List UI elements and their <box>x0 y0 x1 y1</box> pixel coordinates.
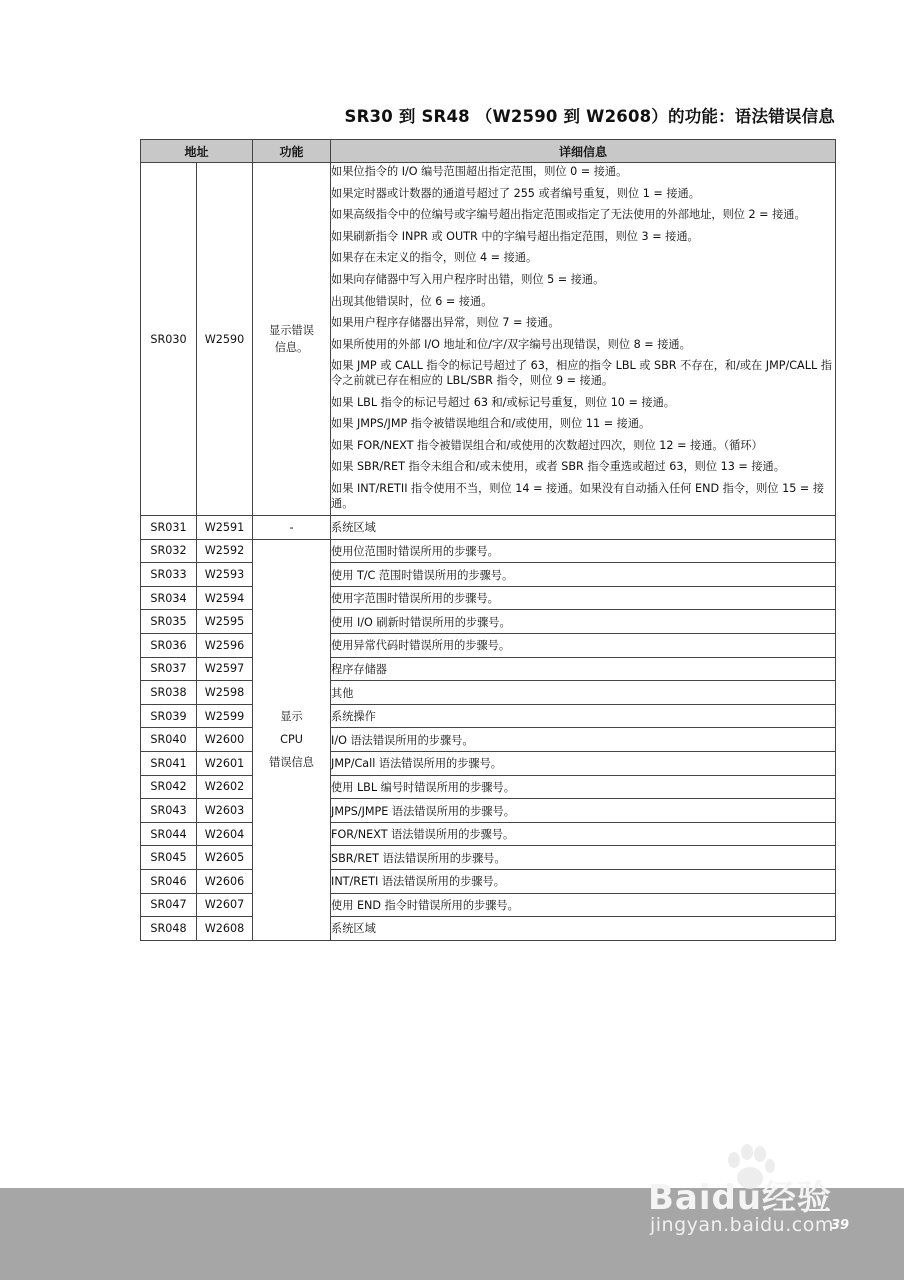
detail-bit-2: 如果高级指令中的位编号或字编号超出指定范围或指定了无法使用的外部地址，则位 2 = 接通。 <box>331 208 806 222</box>
table-row <box>141 634 836 658</box>
detail-bit-3: 如果刷新指令 INPR 或 OUTR 中的字编号超出指定范围，则位 3 = 接通。 <box>331 229 699 243</box>
table-row <box>141 539 836 563</box>
cell-sr-address: SR043 <box>141 799 197 823</box>
table-row <box>141 610 836 634</box>
table-row <box>141 917 836 941</box>
cell-w-address: W2595 <box>197 610 253 634</box>
table-row <box>141 704 836 728</box>
detail-bit-7: 如果用户程序存储器出异常，则位 7 = 接通。 <box>331 316 560 330</box>
header-address: 地址 <box>141 140 253 163</box>
cell-sr031: SR031 <box>141 516 197 540</box>
table-row-sr030 <box>141 163 836 516</box>
table-header-row <box>141 140 836 163</box>
cell-detail: JMPS/JMPE 语法错误所用的步骤号。 <box>331 799 836 823</box>
cell-sr-address: SR046 <box>141 870 197 894</box>
header-detail: 详细信息 <box>331 140 836 163</box>
detail-bit-13: 如果 SBR/RET 指令未组合和/或未使用，或者 SBR 指令重选或超过 63，则位 13 = 接通。 <box>331 460 785 474</box>
cell-w-address: W2598 <box>197 681 253 705</box>
cell-detail: 使用异常代码时错误所用的步骤号。 <box>331 634 836 658</box>
cell-w-address: W2607 <box>197 893 253 917</box>
cell-sr-address: SR036 <box>141 634 197 658</box>
table-row <box>141 870 836 894</box>
function-cpu-line-3: 错误信息 <box>269 756 314 770</box>
cell-detail: I/O 语法错误所用的步骤号。 <box>331 728 836 752</box>
table-row <box>141 846 836 870</box>
detail-bit-14-15: 如果 INT/RETII 指令使用不当，则位 14 = 接通。如果没有自动插入任何 END 指令，则位 15 = 接通。 <box>331 481 825 510</box>
cell-w-address: W2600 <box>197 728 253 752</box>
cell-detail: JMP/Call 语法错误所用的步骤号。 <box>331 752 836 776</box>
cell-sr-address: SR047 <box>141 893 197 917</box>
cell-sr030: SR030 <box>141 163 197 516</box>
cell-sr-address: SR048 <box>141 917 197 941</box>
cell-sr-address: SR041 <box>141 752 197 776</box>
cell-detail: 系统操作 <box>331 704 836 728</box>
cell-w-address: W2593 <box>197 563 253 587</box>
cell-function-sr031: - <box>253 516 331 540</box>
table-row <box>141 822 836 846</box>
table-row <box>141 586 836 610</box>
table-row <box>141 893 836 917</box>
table-row <box>141 728 836 752</box>
cell-w-address: W2605 <box>197 846 253 870</box>
page-title: SR30 到 SR48 （W2590 到 W2608）的功能：语法错误信息 <box>344 107 835 126</box>
detail-bit-6: 出现其他错误时，位 6 = 接通。 <box>331 294 493 308</box>
header-function: 功能 <box>253 140 331 163</box>
cell-sr-address: SR032 <box>141 539 197 563</box>
cell-w-address: W2594 <box>197 586 253 610</box>
cell-detail: 其他 <box>331 681 836 705</box>
cell-sr-address: SR042 <box>141 775 197 799</box>
cell-detail-sr031: 系统区域 <box>331 516 836 540</box>
detail-bit-1: 如果定时器或计数器的通道号超过了 255 或者编号重复，则位 1 = 接通。 <box>331 186 700 200</box>
function-cpu-line-1: 显示 <box>280 710 303 724</box>
detail-bit-5: 如果向存储器中写入用户程序时出错，则位 5 = 接通。 <box>331 272 605 286</box>
function-text-sr030: 显示错误信息。 <box>269 324 314 355</box>
cell-sr-address: SR044 <box>141 822 197 846</box>
detail-bit-8: 如果所使用的外部 I/O 地址和位/字/双字编号出现错误，则位 8 = 接通。 <box>331 337 691 351</box>
cell-w-address: W2603 <box>197 799 253 823</box>
table-row <box>141 752 836 776</box>
cell-detail: 使用 END 指令时错误所用的步骤号。 <box>331 893 836 917</box>
cell-function-sr030 <box>253 163 331 516</box>
detail-bit-12: 如果 FOR/NEXT 指令被错误组合和/或使用的次数超过四次，则位 12 = 接通。（循环） <box>331 438 763 452</box>
cell-sr-address: SR045 <box>141 846 197 870</box>
cell-w-address: W2596 <box>197 634 253 658</box>
watermark-url: jingyan.baidu.com <box>650 1214 834 1236</box>
cell-detail: 使用 I/O 刷新时错误所用的步骤号。 <box>331 610 836 634</box>
watermark-logo: Baidu经验 <box>648 1178 833 1218</box>
cell-detail: FOR/NEXT 语法错误所用的步骤号。 <box>331 822 836 846</box>
cell-detail: INT/RETI 语法错误所用的步骤号。 <box>331 870 836 894</box>
detail-bit-11: 如果 JMPS/JMP 指令被错误地组合和/或使用，则位 11 = 接通。 <box>331 417 651 431</box>
sr-function-table <box>140 139 836 941</box>
cell-function-cpu-error <box>253 539 331 940</box>
detail-bit-9: 如果 JMP 或 CALL 指令的标记号超过了 63，相应的指令 LBL 或 SBR 不存在，和/或在 JMP/CALL 指令之前就已存在相应的 LBL/SBR 指令，则位 9 = 接通。 <box>331 359 832 387</box>
cell-detail: 使用 T/C 范围时错误所用的步骤号。 <box>331 563 836 587</box>
cell-w-address: W2602 <box>197 775 253 799</box>
cell-sr-address: SR035 <box>141 610 197 634</box>
cell-w-address: W2601 <box>197 752 253 776</box>
cell-w-address: W2599 <box>197 704 253 728</box>
cell-w-address: W2597 <box>197 657 253 681</box>
cell-detail: 使用位范围时错误所用的步骤号。 <box>331 539 836 563</box>
detail-bit-0: 如果位指令的 I/O 编号范围超出指定范围，则位 0 = 接通。 <box>331 165 628 178</box>
cell-w2591: W2591 <box>197 516 253 540</box>
detail-bit-10: 如果 LBL 指令的标记号超过 63 和/或标记号重复，则位 10 = 接通。 <box>331 395 675 409</box>
cell-w2590: W2590 <box>197 163 253 516</box>
cell-sr-address: SR037 <box>141 657 197 681</box>
cell-w-address: W2592 <box>197 539 253 563</box>
cell-detail: SBR/RET 语法错误所用的步骤号。 <box>331 846 836 870</box>
cell-detail: 使用 LBL 编号时错误所用的步骤号。 <box>331 775 836 799</box>
cell-sr-address: SR038 <box>141 681 197 705</box>
cell-sr-address: SR039 <box>141 704 197 728</box>
page-number: 39 <box>831 1218 850 1233</box>
cell-detail: 系统区域 <box>331 917 836 941</box>
cell-detail: 程序存储器 <box>331 657 836 681</box>
table-row-sr031 <box>141 516 836 540</box>
cell-detail: 使用字范围时错误所用的步骤号。 <box>331 586 836 610</box>
cell-w-address: W2604 <box>197 822 253 846</box>
cell-detail-sr030 <box>331 163 836 516</box>
cell-sr-address: SR033 <box>141 563 197 587</box>
table-row <box>141 657 836 681</box>
cell-sr-address: SR040 <box>141 728 197 752</box>
cell-sr-address: SR034 <box>141 586 197 610</box>
table-row <box>141 799 836 823</box>
table-row <box>141 563 836 587</box>
table-row <box>141 775 836 799</box>
table-row <box>141 681 836 705</box>
detail-bit-4: 如果存在未定义的指令，则位 4 = 接通。 <box>331 251 538 265</box>
function-cpu-line-2: CPU <box>280 733 303 747</box>
cell-w-address: W2608 <box>197 917 253 941</box>
cell-w-address: W2606 <box>197 870 253 894</box>
